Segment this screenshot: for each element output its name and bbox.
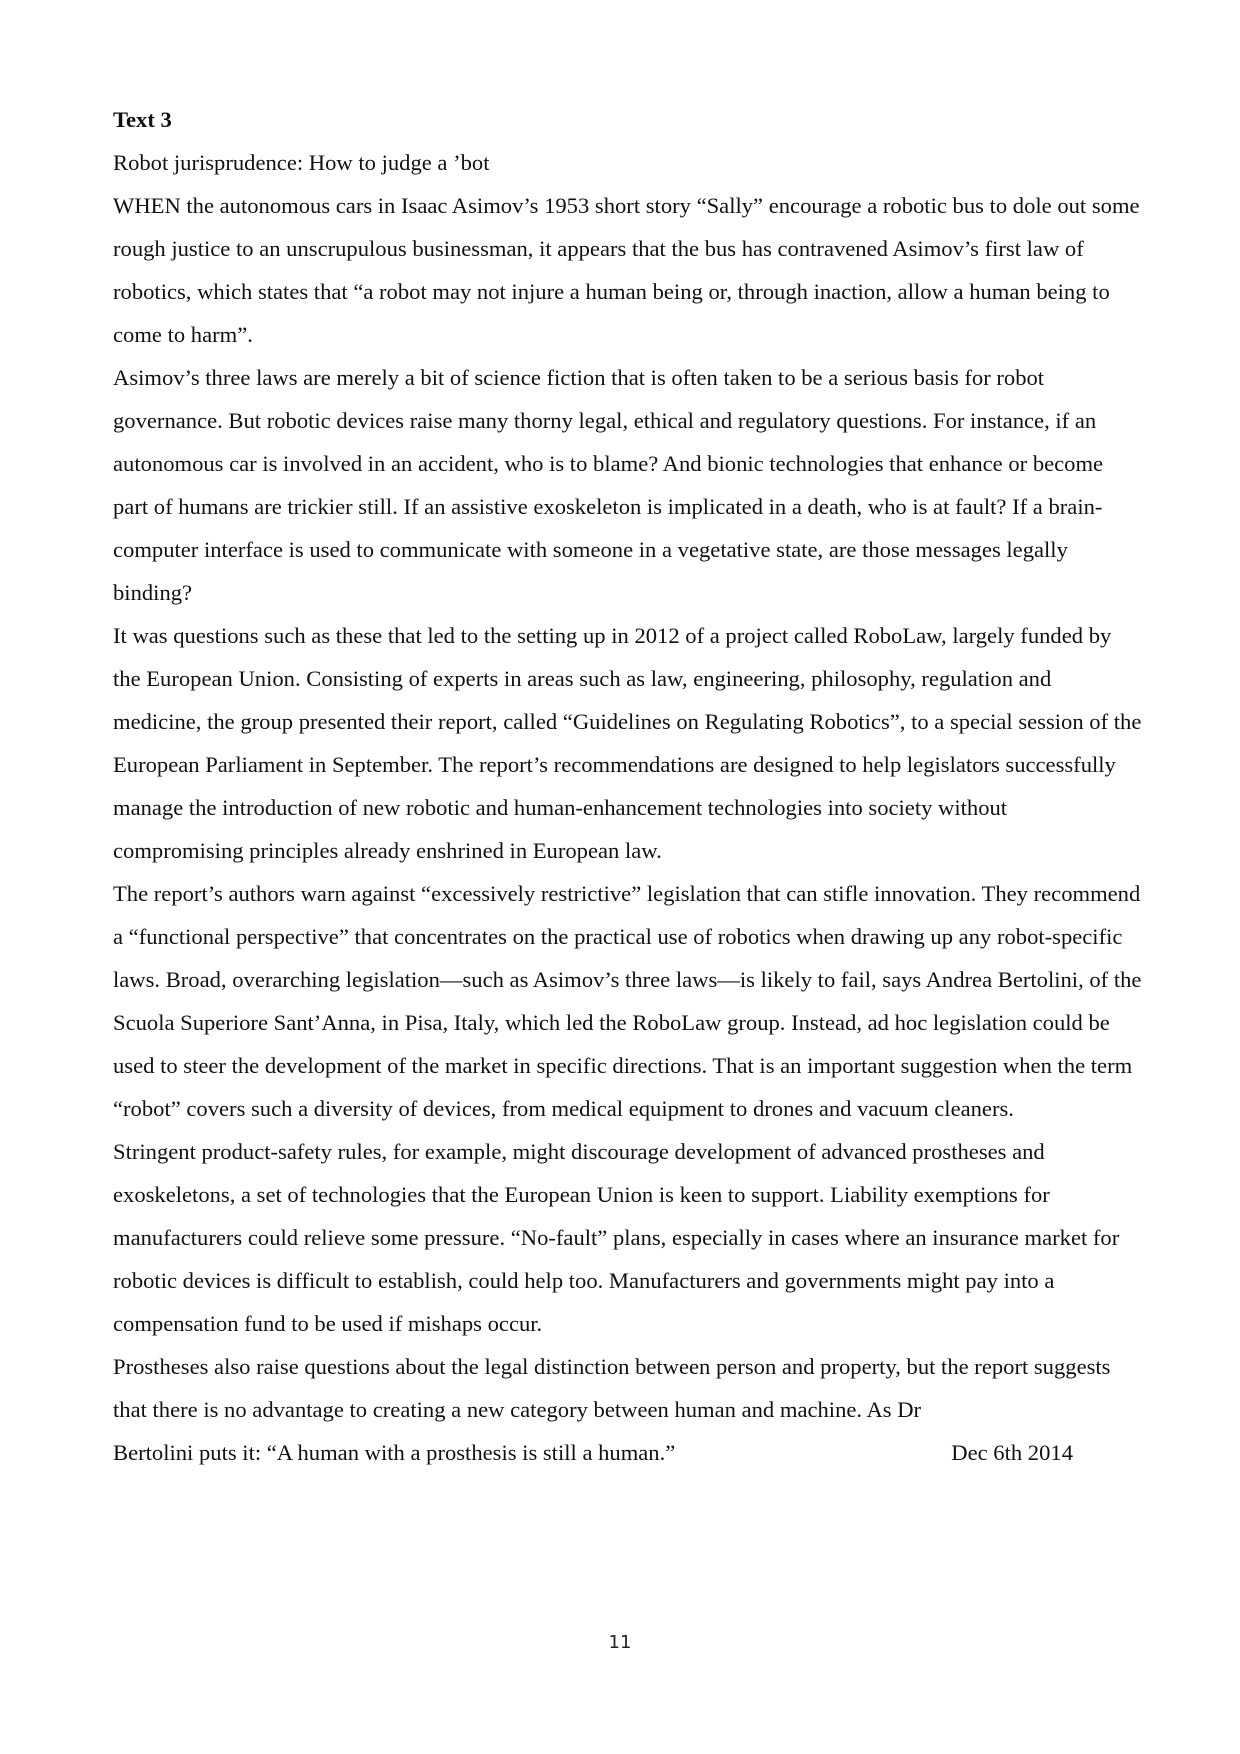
paragraph-6-last-line <box>113 1431 1143 1474</box>
article-date: Dec 6th 2014 <box>951 1440 1073 1465</box>
article-title: Robot jurisprudence: How to judge a ’bot <box>113 150 490 175</box>
paragraph-3: It was questions such as these that led to the setting up in 2012 of a project called RoboLaw, largely funded by the European Union. Consisting of experts in areas such as law, engineering, philosophy, regulation and medicine, the group presented their report, called “Guidelines on Regulating Robotics”, to a special session of the European Parliament in September. The report’s recommendations are designed to help legislators successfully manage the introduction of new robotic and human-enhancement technologies into society without compromising principles already enshrined in European law. <box>113 623 1142 863</box>
paragraph-6-body: Prostheses also raise questions about the legal distinction between person and property, but the report suggests that there is no advantage to creating a new category between human and machine. As Dr <box>113 1354 1111 1422</box>
paragraph-4: The report’s authors warn against “excessively restrictive” legislation that can stifle innovation. They recommend a “functional perspective” that concentrates on the practical use of robotics when drawing up any robot-specific laws. Broad, overarching legislation—such as Asimov’s three laws—is likely to fail, says Andrea Bertolini, of the Scuola Superiore Sant’Anna, in Pisa, Italy, which led the RoboLaw group. Instead, ad hoc legislation could be used to steer the development of the market in specific directions. That is an important suggestion when the term “robot” covers such a diversity of devices, from medical equipment to drones and vacuum cleaners. <box>113 881 1142 1121</box>
page-number: 11 <box>608 1632 632 1653</box>
paragraph-6 <box>113 1345 1143 1474</box>
paragraph-5: Stringent product-safety rules, for example, might discourage development of advanced prostheses and exoskeletons, a set of technologies that the European Union is keen to support. Liability exemptions for manufacturers could relieve some pressure. “No-fault” plans, especially in cases where an insurance market for robotic devices is difficult to establish, could help too. Manufacturers and governments might pay into a compensation fund to be used if mishaps occur. <box>113 1139 1120 1336</box>
closing-quote: Bertolini puts it: “A human with a prosthesis is still a human.” <box>113 1440 676 1465</box>
paragraph-1: WHEN the autonomous cars in Isaac Asimov’s 1953 short story “Sally” encourage a robotic bus to dole out some rough justice to an unscrupulous businessman, it appears that the bus has contravened Asimov’s first law of robotics, which states that “a robot may not injure a human being or, through inaction, allow a human being to come to harm”. <box>113 193 1140 347</box>
paragraph-2: Asimov’s three laws are merely a bit of science fiction that is often taken to be a serious basis for robot governance. But robotic devices raise many thorny legal, ethical and regulatory questions. For instance, if an autonomous car is involved in an accident, who is to blame? And bionic technologies that enhance or become part of humans are trickier still. If an assistive exoskeleton is implicated in a death, who is at fault? If a brain-computer interface is used to communicate with someone in a vegetative state, are those messages legally binding? <box>113 365 1104 605</box>
document-page <box>113 98 1143 1474</box>
text-heading: Text 3 <box>113 107 172 132</box>
